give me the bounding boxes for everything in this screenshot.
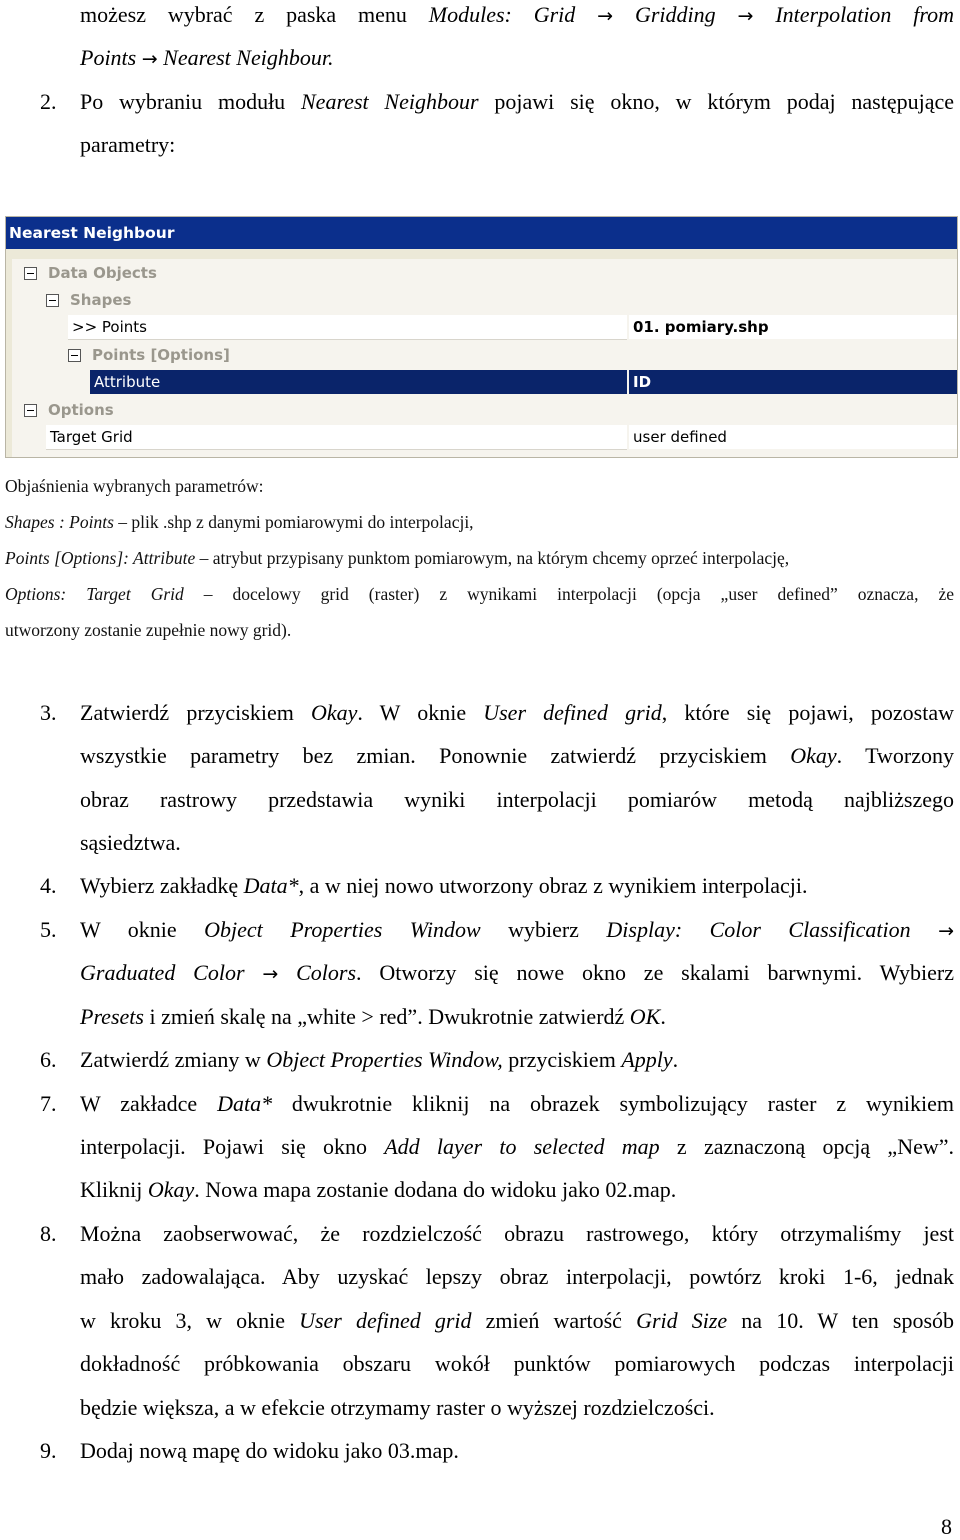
- arrow-right-icon: →: [141, 48, 158, 70]
- step-6-line: Zatwierdź zmiany w Object Properties Window, przyciskiem Apply.: [80, 1047, 679, 1072]
- dialog-title: Nearest Neighbour: [6, 217, 957, 249]
- points-value[interactable]: 01. pomiary.shp: [629, 315, 957, 339]
- step-4-line: Wybierz zakładkę Data*, a w niej nowo utworzony obraz z wynikiem interpolacji.: [80, 873, 808, 898]
- group-shapes[interactable]: Shapes: [12, 288, 957, 314]
- intro-line-2: Points → Nearest Neighbour.: [80, 45, 334, 70]
- step-7-line-2: interpolacji. Pojawi się okno Add layer to selected map z zaznaczoną opcją „New”.: [80, 1134, 954, 1159]
- step-8-line-3: w kroku 3, w oknie User defined grid zmień wartość Grid Size na 10. W ten sposób: [80, 1308, 955, 1333]
- step-3-line-3: obraz rastrowy przedstawia wyniki interpolacji pomiarów metodą najbliższego: [80, 787, 954, 812]
- collapse-icon[interactable]: [24, 267, 37, 280]
- step-7-line-1: W zakładce Data* dwukrotnie kliknij na obrazek symbolizujący raster z wynikiem: [80, 1091, 955, 1116]
- explanation-1: Shapes : Points – plik .shp z danymi pomiarowymi do interpolacji,: [5, 512, 474, 532]
- attribute-value[interactable]: ID: [629, 370, 957, 394]
- param-points[interactable]: >> Points 01. pomiary.shp: [12, 315, 957, 341]
- page-number: 8: [941, 1514, 952, 1539]
- step-2-line-2: parametry:: [80, 132, 176, 157]
- arrow-right-icon: →: [597, 5, 614, 27]
- explanation-2: Points [Options]: Attribute – atrybut przypisany punktom pomiarowym, na którym chcemy oprzeć interpolację,: [5, 548, 790, 568]
- step-8-number: 8.: [40, 1221, 57, 1246]
- step-2-line-1: Po wybraniu modułu Nearest Neighbour pojawi się okno, w którym podaj następujące: [80, 89, 955, 114]
- step-8-line-2: mało zadowalająca. Aby uzyskać lepszy obraz interpolacji, powtórz kroki 1-6, jednak: [80, 1264, 954, 1289]
- nearest-neighbour-dialog: [5, 216, 958, 458]
- step-5-line-1: W oknie Object Properties Window wybierz Display: Color Classification →: [80, 917, 955, 942]
- collapse-icon[interactable]: [24, 404, 37, 417]
- step-3-line-2: wszystkie parametry bez zmian. Ponownie zatwierdź przyciskiem Okay. Tworzony: [80, 743, 955, 768]
- step-8-line-5: będzie większa, a w efekcie otrzymamy raster o wyższej rozdzielczości.: [80, 1395, 715, 1420]
- param-attribute[interactable]: Attribute ID: [12, 370, 957, 396]
- step-9-number: 9.: [40, 1438, 57, 1463]
- step-8-line-1: Można zaobserwować, że rozdzielczość obrazu rastrowego, który otrzymaliśmy jest: [80, 1221, 954, 1246]
- step-3-line-1: Zatwierdź przyciskiem Okay. W oknie User defined grid, które się pojawi, pozostaw: [80, 700, 954, 725]
- step-7-line-3: Kliknij Okay. Nowa mapa zostanie dodana do widoku jako 02.map.: [80, 1177, 677, 1202]
- step-6-number: 6.: [40, 1047, 57, 1072]
- collapse-icon[interactable]: [68, 349, 81, 362]
- step-4-number: 4.: [40, 873, 57, 898]
- explanations-heading: Objaśnienia wybranych parametrów:: [5, 476, 264, 496]
- target-grid-value[interactable]: user defined: [629, 425, 957, 449]
- step-8-line-4: dokładność próbkowania obszaru wokół punktów pomiarowych podczas interpolacji: [80, 1351, 954, 1376]
- step-5-number: 5.: [40, 917, 57, 942]
- group-options[interactable]: Options: [12, 398, 957, 424]
- intro-line-1: możesz wybrać z paska menu Modules: Grid → Gridding → Interpolation from: [80, 2, 955, 27]
- step-2-number: 2.: [40, 89, 57, 114]
- step-7-number: 7.: [40, 1091, 57, 1116]
- group-data-objects[interactable]: Data Objects: [12, 261, 957, 287]
- step-5-line-3: Presets i zmień skalę na „white > red”. Dwukrotnie zatwierdź OK.: [80, 1004, 666, 1029]
- parameter-tree: [12, 259, 957, 457]
- arrow-right-icon: →: [262, 963, 279, 985]
- step-5-line-2: Graduated Color → Colors. Otworzy się nowe okno ze skalami barwnymi. Wybierz: [80, 960, 954, 985]
- group-points-options[interactable]: Points [Options]: [12, 343, 957, 369]
- explanation-3-cont: utworzony zostanie zupełnie nowy grid).: [5, 620, 292, 640]
- step-9-line: Dodaj nową mapę do widoku jako 03.map.: [80, 1438, 459, 1463]
- explanation-3: Options: Target Grid – docelowy grid (raster) z wynikami interpolacji (opcja „user defined” oznacza, że: [5, 584, 955, 604]
- collapse-icon[interactable]: [46, 294, 59, 307]
- arrow-right-icon: →: [938, 920, 955, 942]
- step-3-line-4: sąsiedztwa.: [80, 830, 181, 855]
- arrow-right-icon: →: [737, 5, 754, 27]
- step-3-number: 3.: [40, 700, 57, 725]
- param-target-grid[interactable]: Target Grid user defined: [12, 425, 957, 451]
